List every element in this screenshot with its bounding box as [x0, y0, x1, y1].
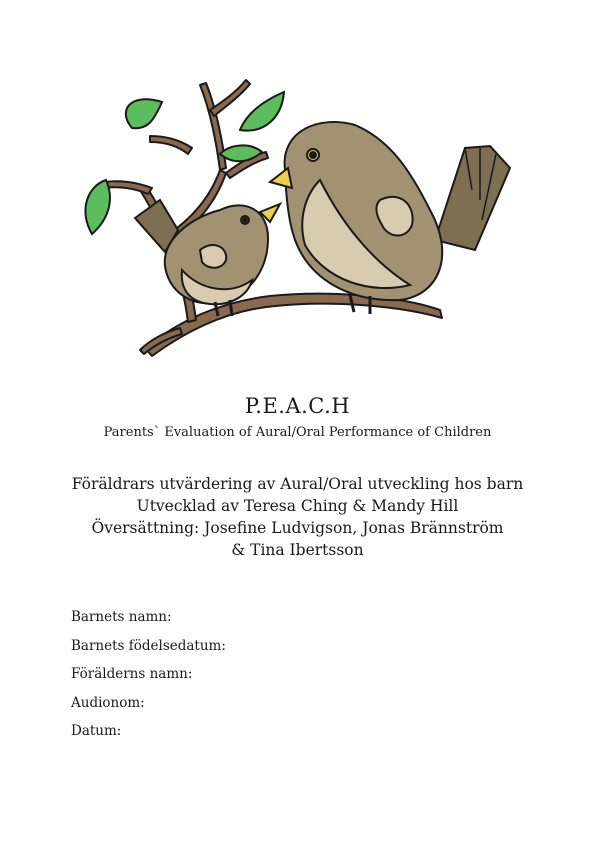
field-audiologist: Audionom: [71, 694, 145, 711]
form-fields [71, 606, 226, 749]
translators-line: Översättning: Josefine Ludvigson, Jonas Brännström [91, 519, 504, 537]
field-child-birthdate: Barnets födelsedatum: [71, 637, 226, 654]
field-parent-name: Förälderns namn: [71, 666, 193, 682]
field-child-name: Barnets namn: [71, 609, 172, 625]
field-date: Datum: [71, 723, 122, 739]
translators-line-continued: & Tina Ibertsson [231, 541, 364, 559]
swedish-title-line: Föräldrars utvärdering av Aural/Oral utveckling hos barn [71, 475, 524, 493]
document-subtitle: Parents` Evaluation of Aural/Oral Performance of Children [103, 425, 492, 440]
adult-bird-icon [270, 122, 510, 314]
swedish-description [0, 473, 595, 561]
authors-line: Utvecklad av Teresa Ching & Mandy Hill [136, 497, 459, 515]
document-title: P.E.A.C.H [244, 394, 351, 418]
birds-on-branch-illustration [70, 70, 530, 370]
